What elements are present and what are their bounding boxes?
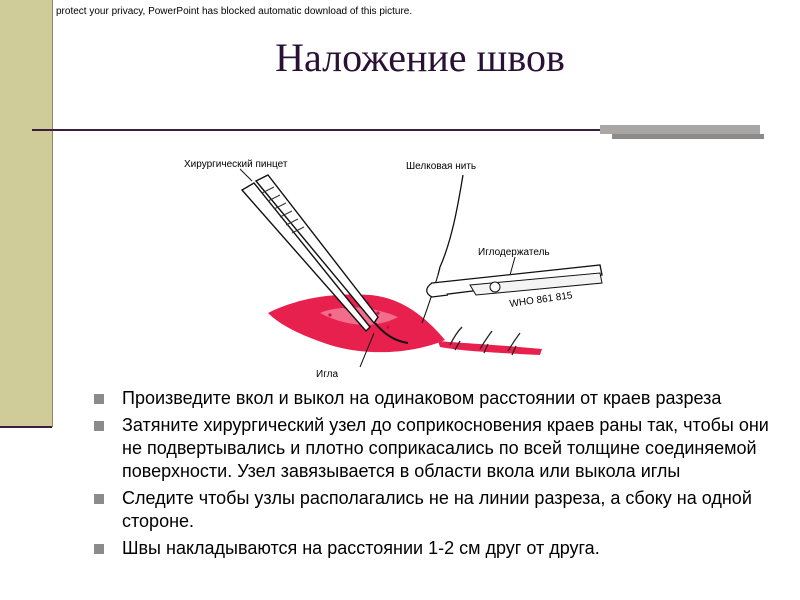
bullet-list xyxy=(92,387,782,564)
wound-tail xyxy=(438,341,542,355)
bullet-square-icon xyxy=(94,421,104,431)
bullet-text: Затяните хирургический узел до соприкосновения краев раны так, чтобы они не подвертывались и плотно соприкасались по всей толщине соединяемой поверхности. Узел завязывается в области вкола или выкола иглы xyxy=(122,415,769,481)
bullet-text: Произведите вкол и выкол на одинаковом расстоянии от краев разреза xyxy=(122,388,722,408)
bullet-square-icon xyxy=(94,394,104,404)
bullet-item xyxy=(92,414,782,483)
side-divider xyxy=(0,426,52,428)
needle-holder-label: Иглодержатель xyxy=(478,247,550,258)
needle-label: Игла xyxy=(316,369,339,380)
title-rule-accent xyxy=(600,125,760,134)
forceps-leader xyxy=(240,169,252,181)
slide-title: Наложение швов xyxy=(275,35,565,80)
bullet-text: Швы накладываются на расстоянии 1-2 см друг от друга. xyxy=(122,538,600,558)
suture-illustration xyxy=(170,145,610,385)
needle-holder-hinge xyxy=(490,282,500,292)
holder-marking: WHO 861 815 xyxy=(508,290,574,310)
thread-label: Шелковая нить xyxy=(406,161,477,172)
bullet-item xyxy=(92,487,782,533)
bullet-square-icon xyxy=(94,544,104,554)
blood-dot xyxy=(328,313,331,316)
blood-dot xyxy=(386,325,389,328)
blood-dot xyxy=(376,311,379,314)
bullet-text: Следите чтобы узлы располагались не на линии разреза, а сбоку на одной стороне. xyxy=(122,488,752,531)
holder-leader xyxy=(510,257,515,275)
forceps-label: Хирургический пинцет xyxy=(184,159,288,170)
bullet-square-icon xyxy=(94,494,104,504)
blocked-picture-notice: protect your privacy, PowerPoint has blocked automatic download of this picture. xyxy=(56,6,413,17)
bullet-item xyxy=(92,387,782,410)
thread-icon xyxy=(438,175,463,275)
title-rule-shadow xyxy=(612,134,764,139)
bullet-item xyxy=(92,537,782,560)
